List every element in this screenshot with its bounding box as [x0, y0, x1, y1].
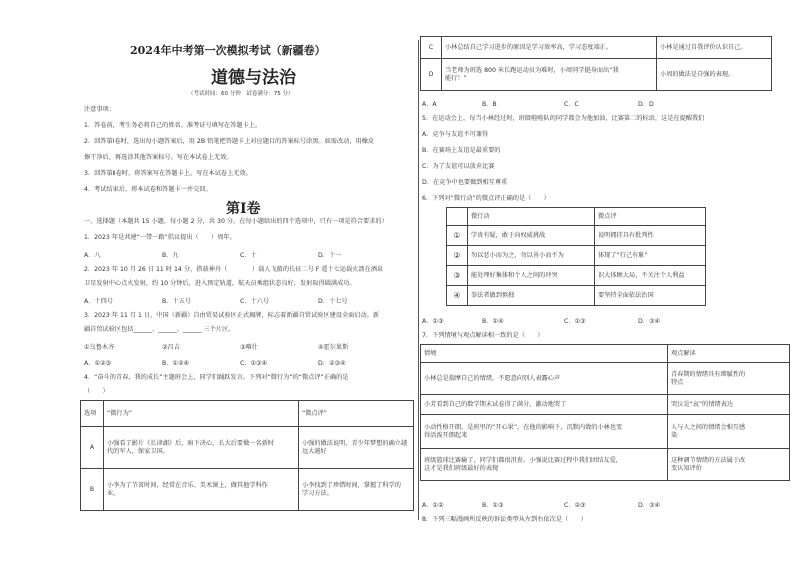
table-cell: 学贵有疑，敢于向权威挑战 [468, 226, 595, 246]
table-header: 微点评 [595, 208, 706, 226]
q4-option-c: C．C [564, 101, 579, 108]
q2-stem: 2．2023 年 10 月 26 日 11 时 14 分，搭载神舟（ ）载人飞船的长征二号 F 遥十七运载火箭在酒泉 [84, 266, 384, 273]
q1-option-c: C．十 [240, 252, 257, 259]
q7-option-b: B．①③ [482, 502, 504, 509]
q2-option-d: D．十七号 [318, 298, 348, 305]
table-cell: 小林总结自己学习进步的原因是学习效率高，学习态度端正。 [442, 37, 657, 59]
table-header: 情境 [421, 345, 668, 363]
cell-line: 小动性格开朗，是班里的“开心果”，在他的影响下，沉默内敛的小林也变 [424, 423, 623, 431]
q3-item: ①乌鲁木齐 [84, 344, 115, 351]
q3-item: ②昌吉 [162, 344, 180, 351]
table-cell [421, 415, 668, 449]
table-header [447, 208, 468, 226]
table-header: 微行动 [468, 208, 595, 226]
exam-info: （考试时间：60 分钟 试卷满分：75 分） [188, 91, 294, 97]
table-row [421, 449, 790, 481]
table-row [421, 37, 772, 59]
table-row [447, 286, 706, 306]
q3-option-c: C．①③④ [240, 360, 268, 367]
notes-heading: 注意事项： [84, 106, 115, 113]
table-cell [104, 427, 299, 469]
table-cell: D [421, 59, 442, 91]
table-cell: 说明拥挂具有批判性 [595, 226, 706, 246]
q4-option-b: B．B [482, 101, 497, 108]
table-cell: 能处理好集体和个人之间的冲突 [468, 266, 595, 286]
cell-line: 青春期的情绪具有细腻性的 [671, 370, 746, 378]
cell-line: 染 [671, 431, 678, 439]
q6-option-d: D．③④ [638, 318, 661, 325]
q2-option-c: C．十六号 [240, 298, 270, 305]
table-cell: 小芳看到自己的数学期末试卷得了满分，激动地哭了 [421, 395, 668, 415]
table-cell: B [81, 469, 104, 511]
table-cell: A [81, 427, 104, 469]
table-cell: ④ [447, 286, 468, 306]
note-line: 擦干净后，再选涂其他答案标号。写在本试卷上无效。 [84, 154, 233, 161]
q3-option-d: D．②③④ [318, 360, 346, 367]
table-cell [442, 59, 657, 91]
q3-option-b: B．①②④ [162, 360, 190, 367]
q7-option-d: D．③④ [638, 502, 661, 509]
q2-stem-cont: 卫星发射中心点火发射，约 10 分钟后，进入预定轨道，航天员乘组状态良好，发射取得圆满成功。 [84, 280, 356, 287]
exam-title: 2024年中考第一次模拟考试（新疆卷） [130, 44, 326, 57]
cell-line: 小李找到了珍惜时间，掌握了科学的 [302, 481, 401, 489]
q3-item: ④霍尔果斯 [318, 344, 349, 351]
cell-line: 远大越好 [302, 447, 327, 455]
table-row [421, 415, 790, 449]
table-cell: 要坚持全面依法治国 [595, 286, 706, 306]
q4-option-d: D．D [638, 101, 654, 108]
section-instruction: 一、选择题（本题共 15 小题，每小题 2 分，共 30 分。在每小题给出的四个选项中，只有一项是符合要求的） [84, 218, 388, 225]
table-cell: 拳法者做到慎独 [468, 286, 595, 306]
table-cell: 识大体顾大局，不关注个人利益 [595, 266, 706, 286]
table-header: 观点解读 [668, 345, 790, 363]
q3-stem-cont: 疆自贸试验区包括______、______、______ 三个片区。 [84, 326, 235, 333]
note-line: 2．回答第Ⅰ卷时，选出每小题答案后，用 2B 铅笔把答题卡上对应题目的答案标号涂黑。如需改动，用橡皮 [84, 138, 375, 145]
cell-line: 这种调节情绪的方法属于改 [671, 456, 746, 464]
q6-option-b: B．①④ [482, 318, 504, 325]
table-cell [299, 469, 414, 511]
table-cell [104, 469, 299, 511]
q2-option-a: A．十四号 [84, 298, 113, 305]
q5-option-c: C．为了友谊可以放弃比赛 [422, 163, 495, 170]
table-header-row [81, 401, 414, 427]
table-row [447, 246, 706, 266]
table-header: “微行为” [104, 401, 299, 427]
q4-option-a: A．A [422, 101, 437, 108]
cell-line: 特点 [671, 378, 684, 386]
q1-option-d: D．十一 [318, 252, 342, 259]
q1-option-b: B．九 [162, 252, 179, 259]
table-cell [299, 427, 414, 469]
q3-option-a: A．①②③ [84, 360, 112, 367]
subject-title: 道德与法治 [211, 68, 296, 88]
table-cell: 小林总是揣摩自己的情绪，不愿意向别人表露心声 [421, 363, 668, 395]
table-cell: ③ [447, 266, 468, 286]
section-title: 第Ⅰ卷 [226, 201, 261, 217]
table-row [81, 469, 414, 511]
q5-stem: 5．在运动会上，每当小林经过时，班级啦啦队的同学都会为他加油，比赛第二的标语，这是在提醒我们 [422, 115, 705, 122]
q6-table [446, 207, 706, 306]
q4-table [80, 400, 414, 511]
table-cell [668, 449, 790, 481]
cell-line: 小李为了节省时间，经常在音乐、美术课上，做其他学科作 [107, 481, 268, 489]
cell-line: 代的军人，保家卫国。 [107, 447, 169, 455]
q6-stem: 6．下列对“微行动”的微点评正确的是（ ） [422, 195, 550, 202]
table-cell [421, 449, 668, 481]
table-cell: 小周的做法是自强的表现。 [657, 59, 772, 91]
note-line: 3．回答第Ⅱ卷时，将答案写在答题卡上。写在本试卷上无效。 [84, 170, 252, 177]
q2-option-b: B．十五号 [162, 298, 191, 305]
table-header: 选项 [81, 401, 104, 427]
q5-option-b: B．在赛场上友谊是最重要的 [422, 147, 501, 154]
cell-line: 变认知评价 [671, 464, 702, 472]
cell-line: 得活泼开朗起来 [424, 431, 468, 439]
cell-line: 能行！” [445, 74, 467, 82]
note-line: 1．答卷前，考生务必将自己的姓名、准考证号填写在答题卡上。 [84, 122, 262, 129]
q4-stem: 4．“奋斗的青春，我的成长”主题班会上，同学们踊跃发言。下列对“微行为”的“微点评”正确的是 [84, 374, 349, 381]
cell-line: 小强的做法说明，青少年梦想的确立越 [302, 439, 408, 447]
q4-table-continued [420, 36, 772, 91]
table-cell [668, 415, 790, 449]
cell-line: 学习方法。 [302, 489, 333, 497]
table-header: “微点评” [299, 401, 414, 427]
table-row [81, 427, 414, 469]
table-row [421, 363, 790, 395]
table-row [421, 395, 790, 415]
table-row [447, 266, 706, 286]
table-cell: 体现了“行己有耻” [595, 246, 706, 266]
q5-option-a: A．竞争与友谊不可兼得 [422, 131, 489, 138]
q6-option-c: C．①③ [564, 318, 586, 325]
table-cell: 勿以恶小而为之，勿以善小而不为 [468, 246, 595, 266]
right-column [418, 0, 794, 562]
q8-stem: 8．下列三幅漫画所反映的诉讼类型从左到右依次是（ ） [422, 516, 587, 523]
table-cell: ② [447, 246, 468, 266]
q6-option-a: A．①③ [422, 318, 444, 325]
table-cell: 哭泣是“哀”的情绪表达 [668, 395, 790, 415]
q5-option-d: D．在竞争中也要做到相互尊重 [422, 179, 508, 186]
cell-line: 业。 [107, 489, 120, 497]
q7-stem: 7．下列情境与观点解读相一致的是（ ） [422, 332, 544, 339]
q7-option-c: C．②③ [564, 502, 586, 509]
table-cell [668, 363, 790, 395]
note-line: 4．考试结束后，将本试卷和答题卡一并交回。 [84, 186, 212, 193]
cell-line: 当老师为班选 800 米长跑运动员为难时，小周同学挺身而出“我 [445, 66, 619, 74]
table-cell: C [421, 37, 442, 59]
q7-table [420, 344, 790, 481]
q7-option-a: A．①② [422, 502, 444, 509]
cell-line: 这才是我们班级最好的表现 [424, 464, 499, 472]
table-row [421, 59, 772, 91]
cell-line: 小强看了影片《长津湖》后，暗下决心，长大后要做一名新时 [107, 439, 275, 447]
table-cell: 小林是通过自我评价认识自己。 [657, 37, 772, 59]
q3-stem: 3．2023 年 11 月 1 日，中国（新疆）自由贸易试验区正式揭牌，标志着新疆自贸试验区建设全面启动。新 [84, 312, 380, 319]
cell-line: 班级篮球比赛输了，同学们都很沮丧。小强说比赛过程中我们团结友爱， [424, 456, 622, 464]
q3-item: ③喀什 [240, 344, 258, 351]
table-header-row [421, 345, 790, 363]
table-header-row [447, 208, 706, 226]
table-cell: ① [447, 226, 468, 246]
cell-line: 人与人之间的情绪会相互感 [671, 423, 746, 431]
table-row [447, 226, 706, 246]
q4-stem-cont: （ ） [84, 388, 109, 395]
q1-stem: 1．2023 年是共建“一带一路”倡议提出（ ）周年。 [84, 234, 236, 241]
q1-option-a: A．八 [84, 252, 101, 259]
